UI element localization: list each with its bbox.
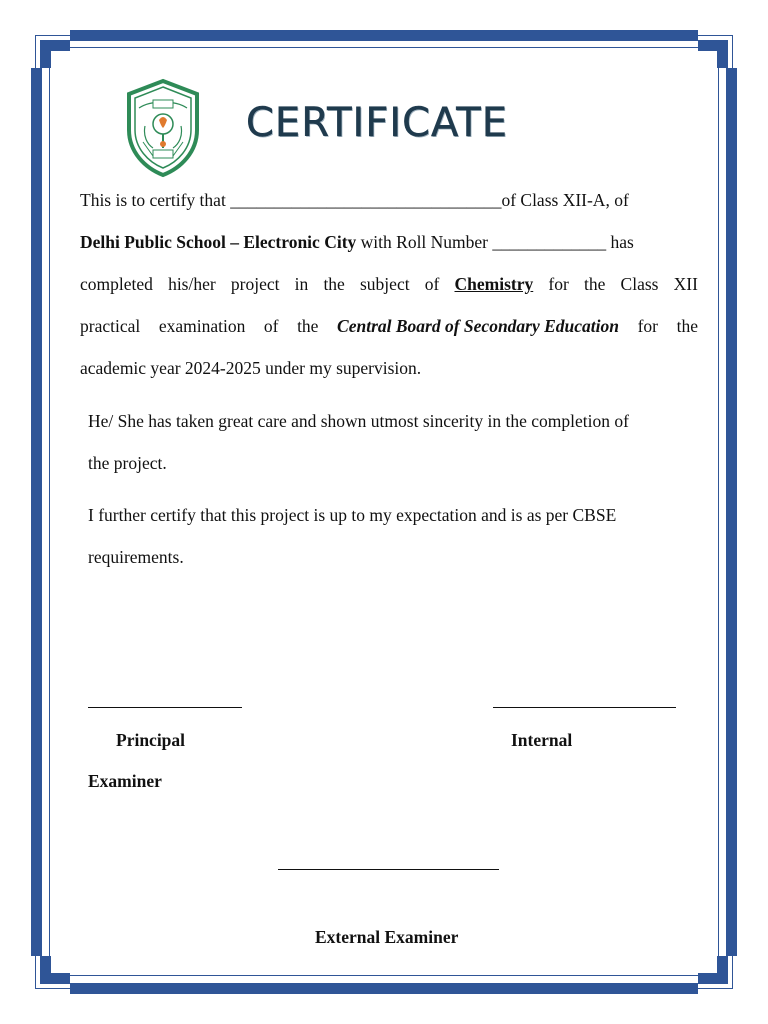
certify-line-1: This is to certify that _______________________________of Class XII-A, of — [80, 190, 629, 210]
examiner-label: Examiner — [88, 771, 162, 791]
border-right-bar — [726, 68, 737, 956]
border-top-bar — [70, 30, 698, 41]
border-left-bar — [31, 68, 42, 956]
external-examiner-label: External Examiner — [315, 927, 459, 947]
school-crest-icon — [123, 78, 203, 178]
certify-line-4: practical examination of the Central Board of Secondary Education for the — [80, 316, 698, 336]
principal-label: Principal — [116, 730, 186, 750]
corner-bottom-right-v — [717, 956, 728, 984]
sincerity-line-1: He/ She has taken great care and shown utmost sincerity in the completion of — [88, 411, 629, 431]
internal-label: Internal — [511, 730, 573, 750]
certificate-title: CERTIFICATE — [246, 100, 509, 146]
internal-examiner-signature-line — [493, 707, 676, 708]
roll-number-blank: _____________ — [492, 232, 607, 252]
certify-paragraph — [80, 190, 698, 390]
external-examiner-signature-line — [278, 869, 499, 870]
board-name: Central Board of Secondary Education — [337, 316, 620, 336]
corner-bottom-left-v — [40, 956, 51, 984]
cbse-line-2: requirements. — [88, 547, 184, 567]
corner-top-right-v — [717, 40, 728, 68]
corner-top-left-v — [40, 40, 51, 68]
subject-name: Chemistry — [454, 274, 534, 294]
certify-line-2: Delhi Public School – Electronic City with Roll Number _____________ has — [80, 232, 634, 252]
student-name-blank: _______________________________ — [230, 190, 502, 210]
border-bottom-bar — [70, 983, 698, 994]
principal-signature-line — [88, 707, 242, 708]
certify-line-3: completed his/her project in the subject of Chemistry for the Class XII — [80, 274, 698, 294]
certify-line-5: academic year 2024-2025 under my supervision. — [80, 358, 422, 378]
cbse-line-1: I further certify that this project is up to my expectation and is as per CBSE — [88, 505, 617, 525]
school-name: Delhi Public School – Electronic City — [80, 232, 357, 252]
sincerity-line-2: the project. — [88, 453, 167, 473]
